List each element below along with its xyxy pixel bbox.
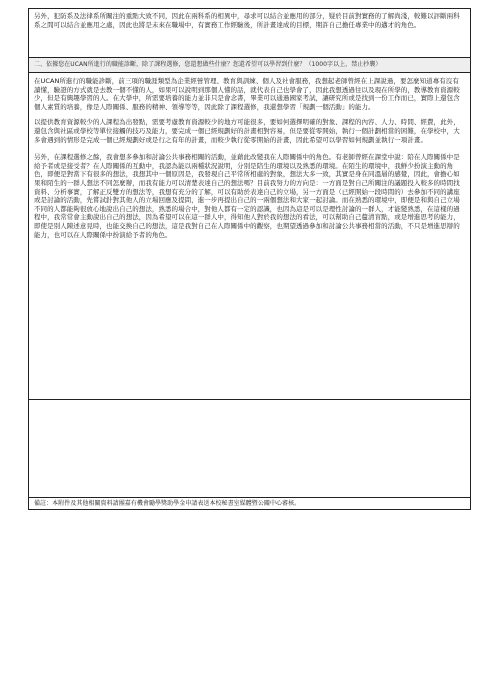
footer-note-box — [28, 497, 471, 510]
essay-table — [28, 8, 471, 498]
section-2-prompt-cell — [29, 57, 470, 72]
answer-paragraph: 另外，在課程選修之餘，我會想多參加和討論公共事務相關的活動，並藉此改變我在人際關係中的角色。有老師曾經在課堂中說：陪在人際關係中是給予者或是接受者？在人際關係的互動中，我認為能以兩種狀況說明，分別是陪生的環境以及熟悉的環境。在陌生的環境中，我鮮少扮演主動的角色，即便是對當下有很多的想法，我想其中一個原因是，我發現自己平常所相處的對象，想法大多一致，其實是身在同溫層的感覺，因此，會擔心如果和陌生的一群人想法不同怎麼辦，而我有能力可以清楚表達自己的想法嗎？目前我努力的方向是：一方面是對自己所關注的議題投入較多的時間找資料、分析事實，了解正反雙方的想法等，我想有充分的了解，可以有助於表達自己的立場，另一方面是（已經開始一段時間的）去參加不同的講座或是討論的活動，先嘗試針對其他人的立場回應及提問，進一步再提出自己的一兩個想法和大家一起討論。而在熟悉的環境中，即便是和與自己立場不同的人都能夠很放心地說出自己的想法，熟悉的場合中，對他人都有一定的認識，也因為這是可以是理性討論的一群人，才能變熟悉，在這樣的過程中，我常常會主動說出自己的想法，因為希望可以在這一群人中，得知他人對於我的想法的看法，可以幫助自己釐清盲點，或是增進思考的能力，即使是別人陳述意見時，也能交換自己的想法，這是我對自己在人際關係中的觀察，也期望透過參加和討論公共事務相當的活動，不只是增進思辯的能力，也可以在人際關係中扮演給予者的角色。 — [34, 153, 460, 239]
section-1-cell — [29, 9, 470, 57]
footer-note: 備註：本附件及其他相關資料請團嘉有機會勵學獎助學金申請表送本校秘書室媒體暨公關中心審核。 — [34, 500, 301, 507]
section-1-text: 另外，犯防系及法律系所關注的重點大致不同，因此在兩科系的相異中，尋求可以結合並應用的部分，疑於目前對實務的了解尚淺，較難以評斷兩科系之間可以結合並應用之處，因此也將是未來在職場中，有實務工作經驗後，所計畫達成的目標，期許自己擔任專業中的邁才的角色。 — [34, 12, 460, 29]
empty-answer-space — [29, 399, 470, 499]
answer-paragraph: 在UCAN所進行的職能診斷，前三項的職涯類型為企業經營管理、教育與訓練、個人及社會服務，我想起老師曾經在上課說過，要怎麼知道專有沒有讀懂，驗證的方式就是去教一個不懂的人，如果可以說明到那個人懂的話，就代表自己也學會了，因此我想透過往以及現在所學的，教導教育資源較少，但是有興趣學習的人。在大學中，所需要培養的能力並非只是會念書，畢業可以通過國家考試，讓研究所或是找到一份工作而已，實際上還包含個人素質的培養，像是人際關係、服務的精神、領導等等，因此除了課程選修，我還想學習「規劃一個活動」的能力。 — [34, 77, 460, 111]
answer-paragraph: 以提供教育資源較少的人課程為出發點，需要考慮教育資源較少的地方可能很多，要如何選擇明確的對象、課程的內容、人力、時間、經費，此外，還包含與社區或學校等單位接觸的技巧及能力，要完成一個已經規劃好的計畫相對容易，但是要從零開始，執行一個計劃相當的困難，在學校中，大多會遇到的情形是完成一個已經規劃好或是行之有年的計畫，而較少執行從零開始的計畫，因此希望可以學習如何規劃並執行一項計畫。 — [34, 118, 460, 144]
section-2-prompt: 二、依據您在UCAN所進行的職能診斷，除了課程選修，您還想做些什麼？您還希望可以學習到什麼？（1000字以上，禁止抄襲） — [34, 61, 382, 68]
